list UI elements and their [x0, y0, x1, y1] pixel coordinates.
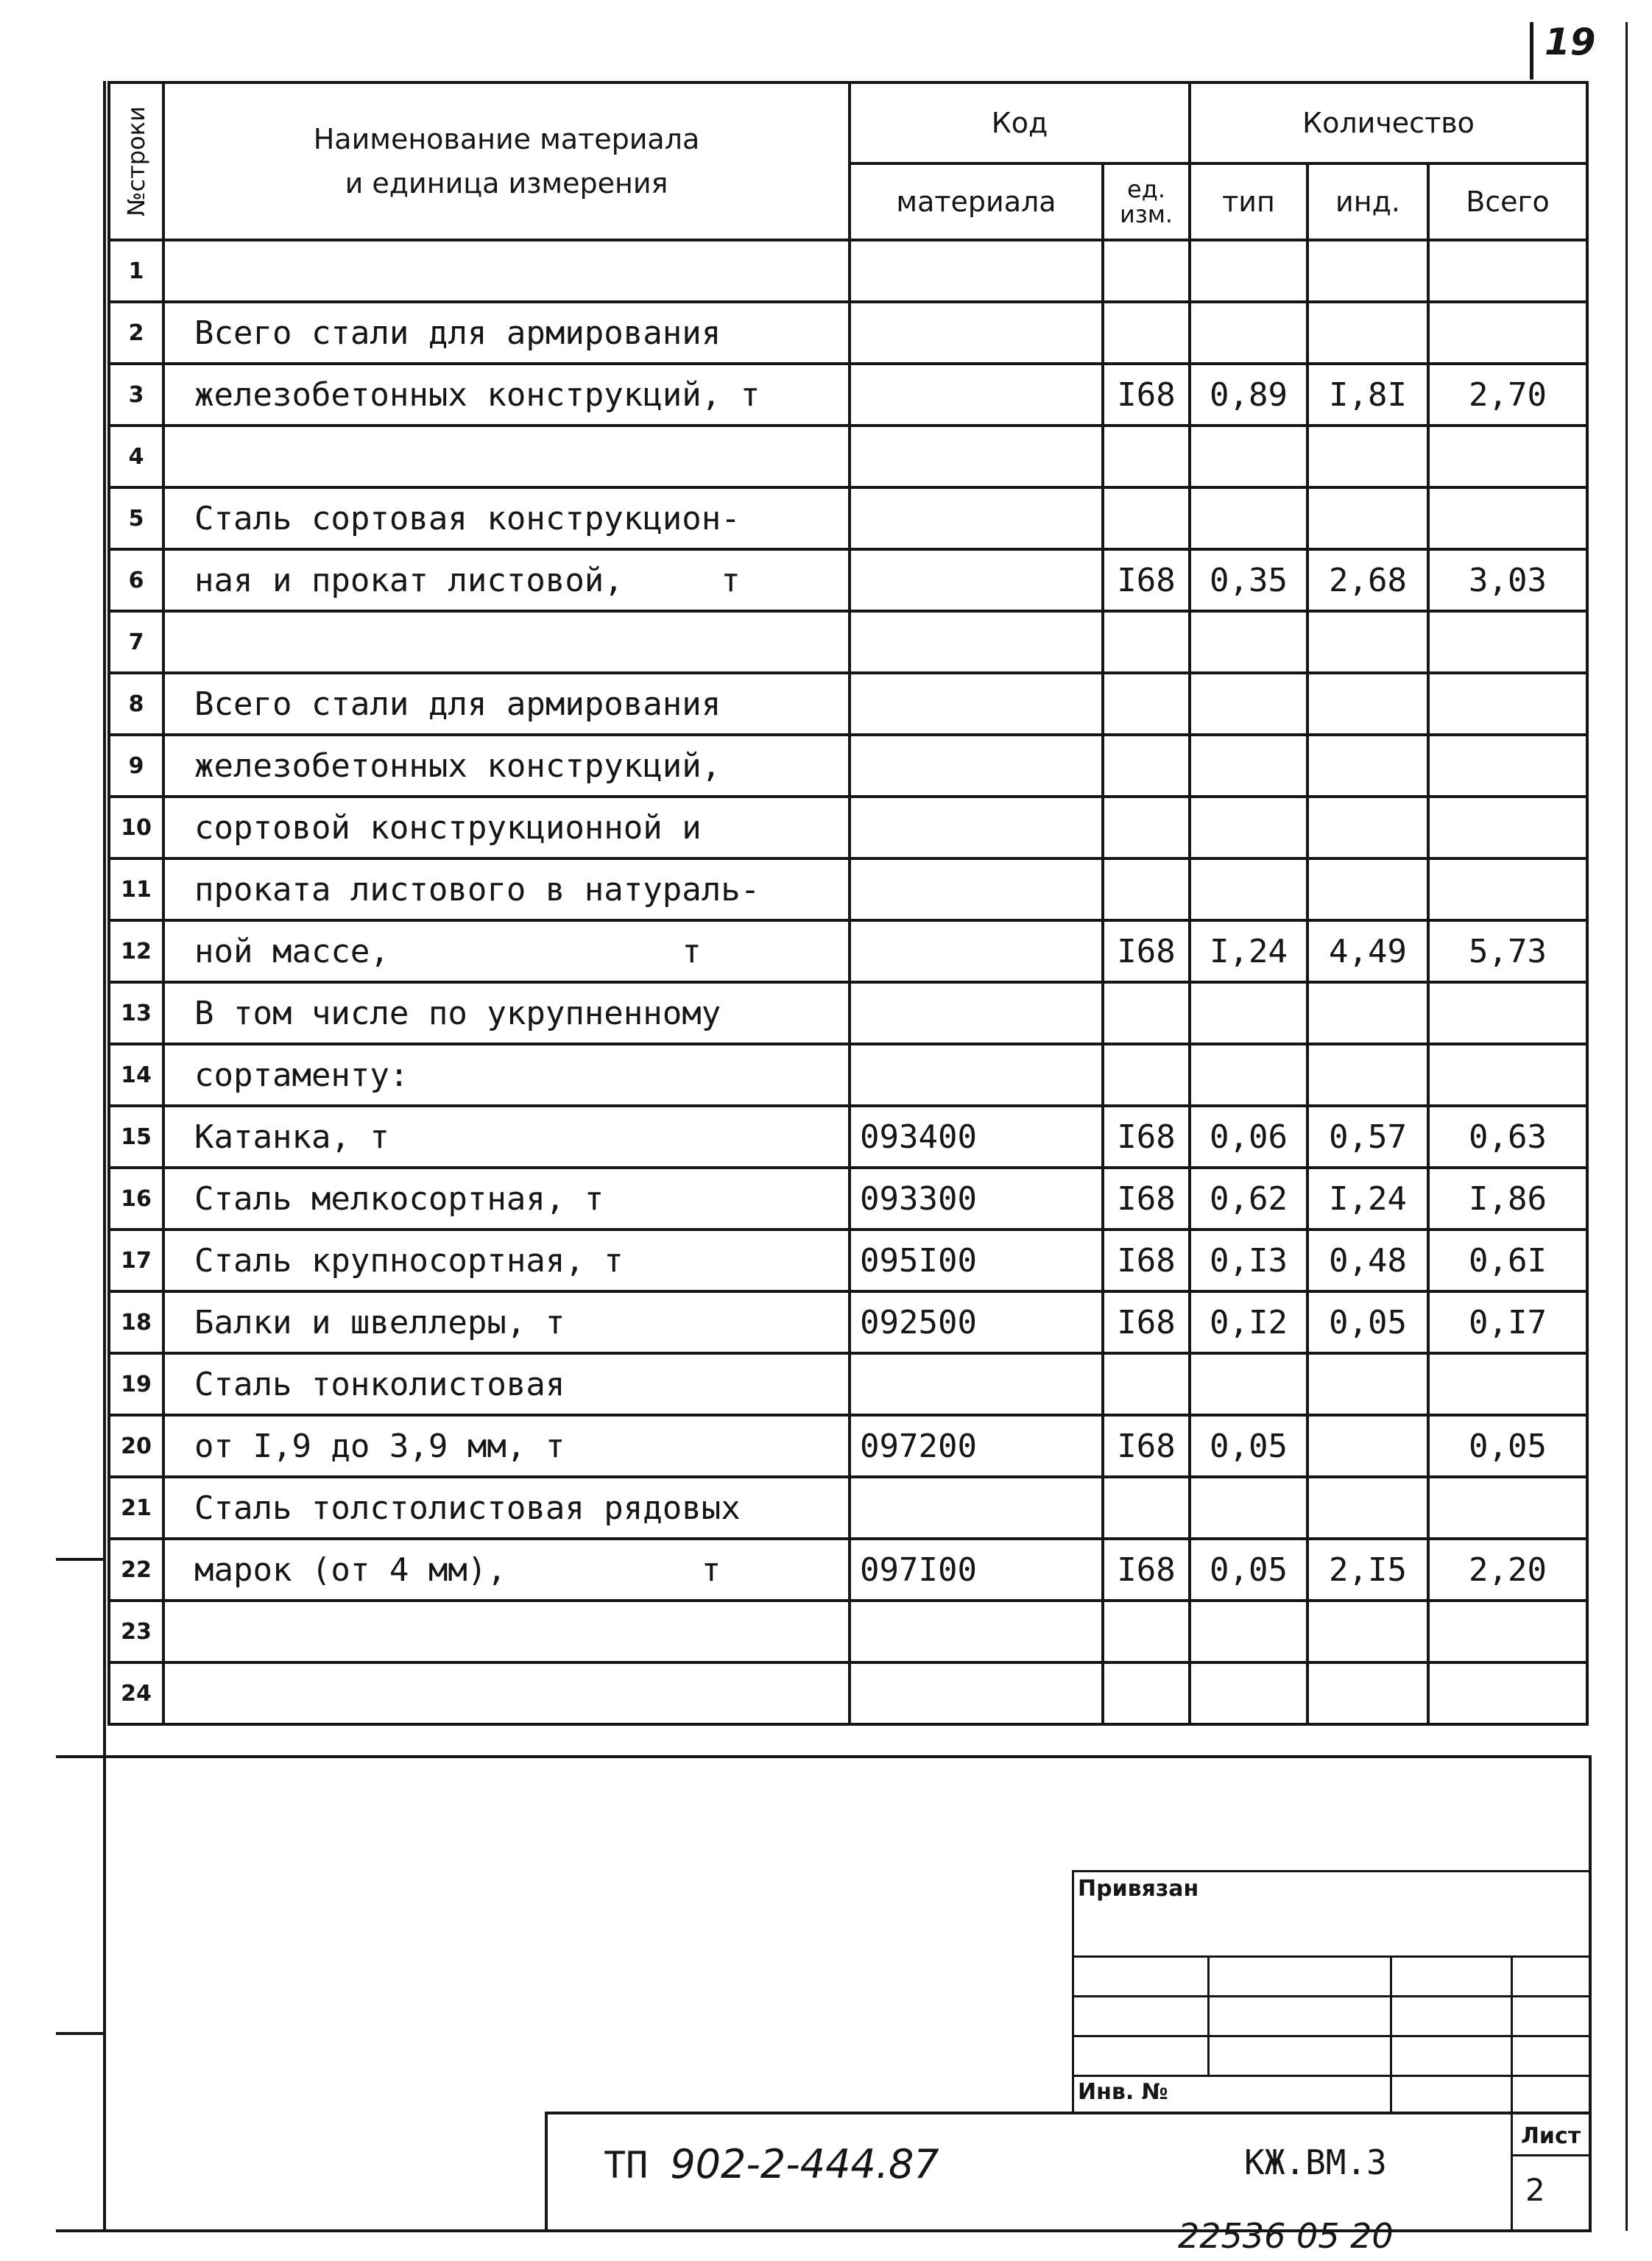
material-name-cell: Сталь сортовая конструкцион-: [163, 487, 850, 549]
material-name-cell: Сталь мелкосортная, т: [163, 1168, 850, 1230]
qty-type-cell: 0,I2: [1190, 1291, 1307, 1353]
material-code-cell: 097I00: [850, 1539, 1103, 1601]
table-row: [109, 426, 1587, 487]
unit-code-cell: I68: [1103, 1291, 1190, 1353]
qty-total-cell: 0,05: [1428, 1415, 1587, 1477]
row-number-cell: 15: [109, 1106, 163, 1168]
qty-total-cell: [1428, 1601, 1587, 1662]
row-number-cell: 4: [109, 426, 163, 487]
row-number-cell: 8: [109, 673, 163, 735]
qty-ind-cell: [1307, 1477, 1428, 1539]
tb-row-line-4: [1072, 2075, 1592, 2077]
qty-ind-cell: [1307, 611, 1428, 673]
table-row: [109, 797, 1587, 858]
qty-total-cell: [1428, 858, 1587, 920]
tb-row-line-1: [1072, 1955, 1592, 1958]
material-name-cell: сортовой конструкционной и: [163, 797, 850, 858]
material-code-cell: [850, 673, 1103, 735]
qty-ind-cell: [1307, 735, 1428, 797]
table-row: [109, 1291, 1587, 1353]
table-row: [109, 1044, 1587, 1106]
qty-ind-cell: [1307, 673, 1428, 735]
material-name-cell: [163, 240, 850, 302]
qty-ind-cell: [1307, 1601, 1428, 1662]
qty-ind-cell: [1307, 487, 1428, 549]
archive-number: 22536 05 20: [1178, 2216, 1394, 2256]
table-row: [109, 1230, 1587, 1291]
row-number-cell: 9: [109, 735, 163, 797]
material-name-cell: [163, 1662, 850, 1724]
material-code-cell: [850, 302, 1103, 364]
material-name-cell: ной массе, т: [163, 920, 850, 982]
material-code-cell: [850, 982, 1103, 1044]
material-code-cell: 097200: [850, 1415, 1103, 1477]
unit-code-cell: [1103, 302, 1190, 364]
qty-ind-cell: 4,49: [1307, 920, 1428, 982]
qty-total-cell: 2,20: [1428, 1539, 1587, 1601]
document-code-number: 902-2-444.87: [670, 2141, 939, 2187]
qty-total-cell: [1428, 426, 1587, 487]
qty-total-cell: [1428, 302, 1587, 364]
material-code-cell: [850, 240, 1103, 302]
table-row: [109, 920, 1587, 982]
table-bottom-line: [56, 1755, 1592, 1758]
qty-type-cell: [1190, 1044, 1307, 1106]
qty-type-cell: [1190, 302, 1307, 364]
material-name-cell: Катанка, т: [163, 1106, 850, 1168]
table-row: [109, 1662, 1587, 1724]
qty-type-cell: [1190, 1477, 1307, 1539]
row-number-cell: 14: [109, 1044, 163, 1106]
material-name-cell: Балки и швеллеры, т: [163, 1291, 850, 1353]
table-row: [109, 1353, 1587, 1415]
table-row: [109, 1415, 1587, 1477]
material-code-cell: [850, 920, 1103, 982]
unit-code-cell: I68: [1103, 1168, 1190, 1230]
material-name-cell: Всего стали для армирования: [163, 673, 850, 735]
material-code-cell: [850, 487, 1103, 549]
table-row: [109, 982, 1587, 1044]
qty-total-cell: [1428, 611, 1587, 673]
table-row: [109, 611, 1587, 673]
margin-tick-1: [56, 1558, 105, 1561]
qty-type-cell: 0,I3: [1190, 1230, 1307, 1291]
qty-type-cell: [1190, 487, 1307, 549]
frame-right-line: [1625, 22, 1628, 2231]
unit-code-cell: [1103, 1601, 1190, 1662]
qty-total-cell: [1428, 1662, 1587, 1724]
qty-ind-cell: 0,57: [1307, 1106, 1428, 1168]
material-name-cell: железобетонных конструкций, т: [163, 364, 850, 426]
material-name-cell: Всего стали для армирования: [163, 302, 850, 364]
stamp-top-line: [545, 2112, 1592, 2114]
unit-code-cell: [1103, 240, 1190, 302]
qty-ind-cell: I,24: [1307, 1168, 1428, 1230]
header-qty-total: Всего: [1428, 163, 1587, 240]
qty-type-cell: [1190, 426, 1307, 487]
header-qty-ind: инд.: [1307, 163, 1428, 240]
unit-code-cell: [1103, 1044, 1190, 1106]
materials-table: [107, 81, 1589, 1726]
qty-ind-cell: I,8I: [1307, 364, 1428, 426]
qty-type-cell: [1190, 1353, 1307, 1415]
material-name-cell: от I,9 до 3,9 мм, т: [163, 1415, 850, 1477]
table-row: [109, 240, 1587, 302]
material-name-cell: Сталь толстолистовая рядовых: [163, 1477, 850, 1539]
sheet-label-line: [1511, 2154, 1592, 2156]
row-number-cell: 20: [109, 1415, 163, 1477]
unit-code-cell: [1103, 735, 1190, 797]
unit-code-cell: [1103, 1353, 1190, 1415]
row-number-cell: 16: [109, 1168, 163, 1230]
material-code-cell: [850, 735, 1103, 797]
unit-code-cell: I68: [1103, 1415, 1190, 1477]
material-code-cell: [850, 1477, 1103, 1539]
material-name-cell: железобетонных конструкций,: [163, 735, 850, 797]
qty-total-cell: [1428, 1044, 1587, 1106]
qty-ind-cell: [1307, 797, 1428, 858]
qty-total-cell: [1428, 487, 1587, 549]
frame-left-line: [103, 81, 106, 2231]
qty-total-cell: 0,63: [1428, 1106, 1587, 1168]
qty-type-cell: 0,35: [1190, 549, 1307, 611]
row-number-cell: 17: [109, 1230, 163, 1291]
tb-col-line-2: [1390, 1955, 1392, 2113]
material-name-cell: проката листового в натураль-: [163, 858, 850, 920]
unit-code-cell: I68: [1103, 1106, 1190, 1168]
qty-total-cell: 0,6I: [1428, 1230, 1587, 1291]
qty-type-cell: [1190, 1662, 1307, 1724]
tb-row-line-2: [1072, 1995, 1592, 1997]
qty-ind-cell: [1307, 240, 1428, 302]
margin-tick-2: [56, 2032, 105, 2035]
material-name-cell: Сталь крупносортная, т: [163, 1230, 850, 1291]
unit-code-cell: I68: [1103, 549, 1190, 611]
unit-code-cell: [1103, 797, 1190, 858]
qty-type-cell: I,24: [1190, 920, 1307, 982]
qty-ind-cell: 2,I5: [1307, 1539, 1428, 1601]
material-code-cell: [850, 1662, 1103, 1724]
unit-code-cell: I68: [1103, 920, 1190, 982]
material-name-cell: марок (от 4 мм), т: [163, 1539, 850, 1601]
qty-total-cell: [1428, 797, 1587, 858]
tb-col-line-1: [1207, 1955, 1210, 2075]
qty-total-cell: I,86: [1428, 1168, 1587, 1230]
qty-type-cell: [1190, 982, 1307, 1044]
unit-code-cell: [1103, 1662, 1190, 1724]
qty-total-cell: 5,73: [1428, 920, 1587, 982]
unit-code-cell: [1103, 611, 1190, 673]
material-code-cell: 093400: [850, 1106, 1103, 1168]
unit-code-cell: I68: [1103, 1539, 1190, 1601]
row-number-cell: 10: [109, 797, 163, 858]
table-row: [109, 1106, 1587, 1168]
qty-total-cell: [1428, 735, 1587, 797]
table-row: [109, 549, 1587, 611]
material-name-cell: сортаменту:: [163, 1044, 850, 1106]
qty-type-cell: [1190, 673, 1307, 735]
document-code-prefix: ТП: [604, 2144, 671, 2187]
qty-type-cell: 0,05: [1190, 1415, 1307, 1477]
qty-total-cell: [1428, 1477, 1587, 1539]
material-name-cell: Сталь тонколистовая: [163, 1353, 850, 1415]
row-number-cell: 6: [109, 549, 163, 611]
table-row: [109, 1477, 1587, 1539]
unit-code-cell: [1103, 426, 1190, 487]
qty-ind-cell: [1307, 1044, 1428, 1106]
qty-total-cell: 3,03: [1428, 549, 1587, 611]
material-code-cell: [850, 426, 1103, 487]
qty-ind-cell: [1307, 1353, 1428, 1415]
inv-label: Инв. №: [1078, 2079, 1168, 2105]
qty-type-cell: [1190, 797, 1307, 858]
qty-total-cell: 0,I7: [1428, 1291, 1587, 1353]
material-code-cell: [850, 364, 1103, 426]
material-code-cell: 092500: [850, 1291, 1103, 1353]
unit-code-cell: [1103, 673, 1190, 735]
material-code-cell: [850, 549, 1103, 611]
material-name-cell: В том числе по укрупненному: [163, 982, 850, 1044]
sheet-number: 2: [1525, 2172, 1545, 2208]
unit-code-cell: I68: [1103, 1230, 1190, 1291]
table-row: [109, 1168, 1587, 1230]
row-number-cell: 23: [109, 1601, 163, 1662]
unit-code-cell: I68: [1103, 364, 1190, 426]
qty-ind-cell: 0,48: [1307, 1230, 1428, 1291]
row-number-cell: 5: [109, 487, 163, 549]
row-number-cell: 3: [109, 364, 163, 426]
table-row: [109, 735, 1587, 797]
tb-col-line-3: [1511, 1955, 1513, 2229]
row-number-cell: 1: [109, 240, 163, 302]
material-code-cell: [850, 1601, 1103, 1662]
row-number-cell: 11: [109, 858, 163, 920]
table-row: [109, 1539, 1587, 1601]
qty-type-cell: 0,89: [1190, 364, 1307, 426]
qty-type-cell: 0,06: [1190, 1106, 1307, 1168]
qty-ind-cell: [1307, 858, 1428, 920]
row-number-cell: 18: [109, 1291, 163, 1353]
table-row: [109, 858, 1587, 920]
material-code-cell: 095I00: [850, 1230, 1103, 1291]
table-row: [109, 364, 1587, 426]
unit-code-cell: [1103, 1477, 1190, 1539]
attached-label: Привязан: [1078, 1876, 1199, 1902]
header-row-number: №строки: [109, 82, 163, 240]
unit-code-cell: [1103, 858, 1190, 920]
qty-ind-cell: [1307, 982, 1428, 1044]
table-row: [109, 487, 1587, 549]
row-number-cell: 21: [109, 1477, 163, 1539]
qty-ind-cell: 2,68: [1307, 549, 1428, 611]
qty-total-cell: 2,70: [1428, 364, 1587, 426]
header-name: Наименование материала и единица измерения: [163, 82, 850, 240]
header-quantity-group: Количество: [1190, 82, 1587, 163]
table-row: [109, 673, 1587, 735]
document-mark: КЖ.ВМ.3: [1244, 2142, 1387, 2182]
material-code-cell: [850, 797, 1103, 858]
material-name-cell: ная и прокат листовой, т: [163, 549, 850, 611]
header-code-unit: ед. изм.: [1103, 163, 1190, 240]
qty-ind-cell: 0,05: [1307, 1291, 1428, 1353]
frame-inner-right-line: [1589, 1755, 1592, 2231]
header-code-material: материала: [850, 163, 1103, 240]
material-name-cell: [163, 426, 850, 487]
row-number-cell: 2: [109, 302, 163, 364]
document-code: [604, 2141, 939, 2187]
qty-total-cell: [1428, 240, 1587, 302]
qty-type-cell: [1190, 735, 1307, 797]
unit-code-cell: [1103, 982, 1190, 1044]
table-row: [109, 1601, 1587, 1662]
qty-type-cell: 0,62: [1190, 1168, 1307, 1230]
table-row: [109, 302, 1587, 364]
qty-total-cell: [1428, 673, 1587, 735]
tb-top-line: [1072, 1870, 1592, 1872]
qty-ind-cell: [1307, 1415, 1428, 1477]
row-number-cell: 19: [109, 1353, 163, 1415]
page-number: 19: [1545, 21, 1596, 63]
qty-ind-cell: [1307, 302, 1428, 364]
qty-total-cell: [1428, 1353, 1587, 1415]
row-number-cell: 24: [109, 1662, 163, 1724]
header-qty-type: тип: [1190, 163, 1307, 240]
sheet-label: Лист: [1521, 2123, 1581, 2149]
table-body: [109, 240, 1587, 1724]
qty-type-cell: [1190, 858, 1307, 920]
material-code-cell: 093300: [850, 1168, 1103, 1230]
material-code-cell: [850, 1044, 1103, 1106]
qty-total-cell: [1428, 982, 1587, 1044]
row-number-cell: 13: [109, 982, 163, 1044]
row-number-cell: 22: [109, 1539, 163, 1601]
row-number-cell: 12: [109, 920, 163, 982]
row-number-cell: 7: [109, 611, 163, 673]
material-code-cell: [850, 611, 1103, 673]
qty-type-cell: [1190, 240, 1307, 302]
material-code-cell: [850, 858, 1103, 920]
material-name-cell: [163, 611, 850, 673]
qty-type-cell: [1190, 611, 1307, 673]
material-name-cell: [163, 1601, 850, 1662]
tb-row-line-3: [1072, 2035, 1592, 2037]
unit-code-cell: [1103, 487, 1190, 549]
header-code-group: Код: [850, 82, 1190, 163]
material-code-cell: [850, 1353, 1103, 1415]
stamp-left-line: [545, 2112, 548, 2231]
qty-ind-cell: [1307, 1662, 1428, 1724]
qty-ind-cell: [1307, 426, 1428, 487]
qty-type-cell: [1190, 1601, 1307, 1662]
qty-type-cell: 0,05: [1190, 1539, 1307, 1601]
